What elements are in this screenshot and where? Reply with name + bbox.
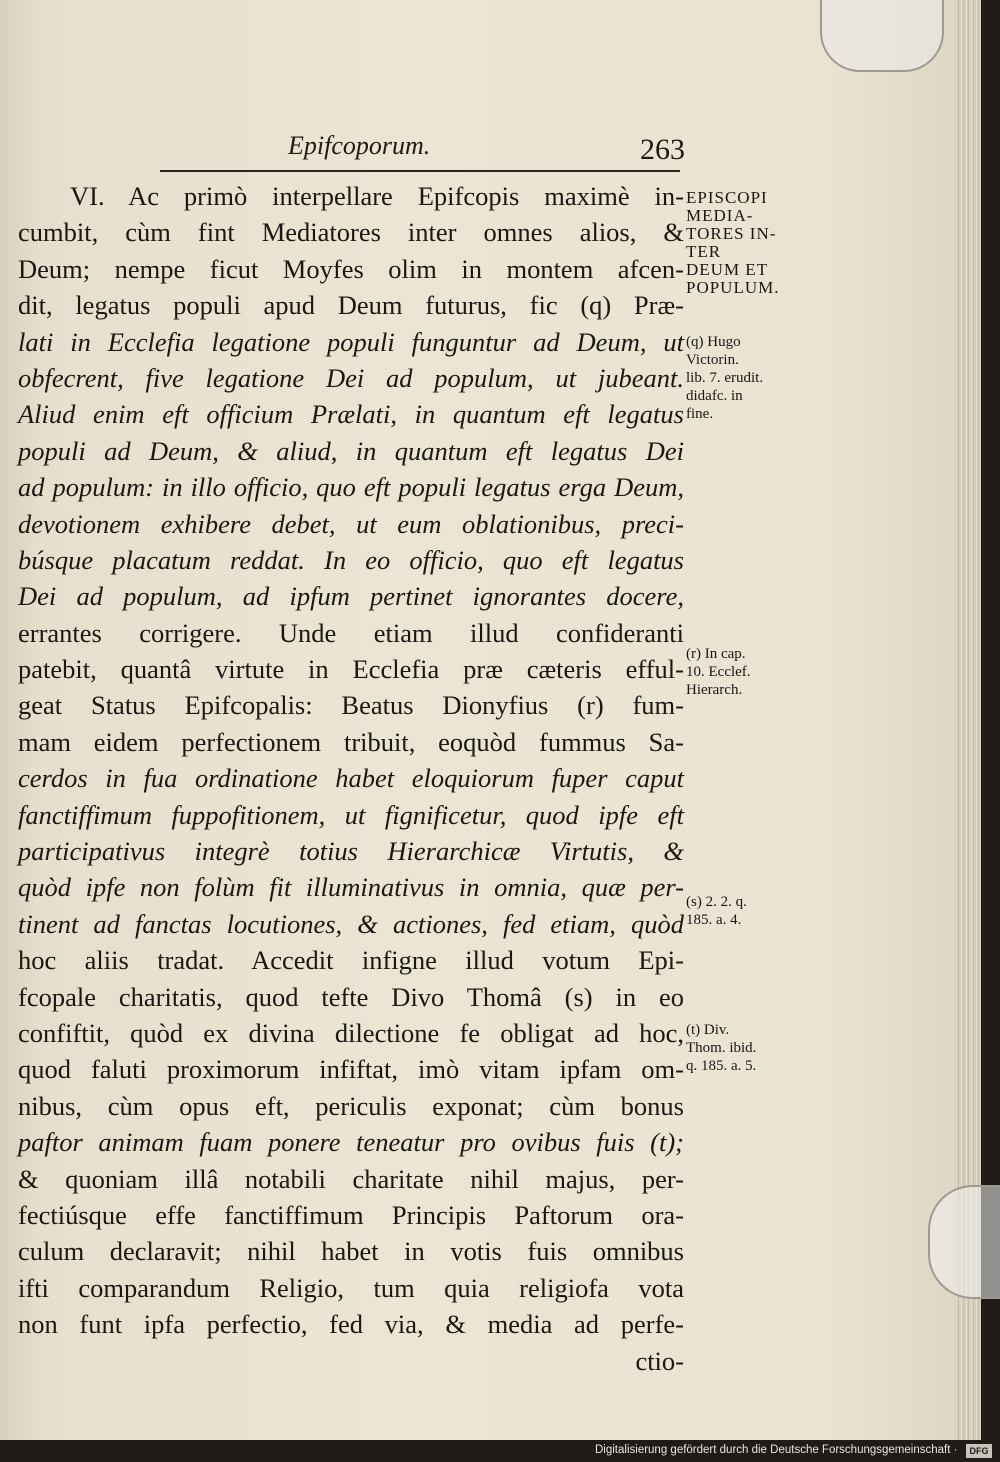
margin-note-t (686, 1021, 756, 1075)
text-line: lati in Ecclefia legatione populi funguntur ad Deum, ut (18, 326, 684, 357)
text-line: fanctiffimum fuppofitionem, ut fignificetur, quod ipfe eft (18, 799, 684, 830)
margin-note-line: (r) In cap. (686, 646, 746, 662)
margin-note-line: 185. a. 4. (686, 912, 742, 928)
top-clip (820, 0, 944, 72)
body-text (18, 178, 684, 1379)
margin-note-line: (s) 2. 2. q. (686, 894, 747, 910)
margin-note-line: lib. 7. erudit. (686, 370, 764, 386)
text-line: cerdos in fua ordinatione habet eloquiorum fuper caput (18, 763, 684, 794)
margin-heading-line: POPULUM. (686, 278, 780, 297)
margin-heading-line: TORES IN- (686, 224, 777, 243)
margin-note-line: didafc. in (686, 388, 743, 404)
right-clip (928, 1185, 1000, 1299)
text-line: hoc aliis tradat. Accedit infigne illud votum Epi- (18, 945, 684, 976)
digitization-credit: Digitalisierung gefördert durch die Deutsche Forschungsgemeinschaft · (595, 1444, 958, 1456)
margin-heading-line: DEUM ET (686, 260, 769, 279)
text-line: devotionem exhibere debet, ut eum oblationibus, preci- (18, 508, 684, 539)
margin-note-line: (t) Div. (686, 1022, 730, 1038)
text-line: Dei ad populum, ad ipfum pertinet ignorantes docere, (18, 581, 684, 612)
text-line: confiftit, quòd ex divina dilectione fe obligat ad hoc, (18, 1017, 684, 1048)
margin-note-line: Thom. ibid. (686, 1040, 757, 1056)
text-line: Deum; nempe ficut Moyfes olim in montem afcen- (18, 253, 684, 284)
text-line: ifti comparandum Religio, tum quia religiofa vota (18, 1272, 684, 1303)
text-line: fectiúsque effe fanctiffimum Principis Paftorum ora- (18, 1199, 684, 1230)
dfg-logo: DFG (966, 1444, 992, 1458)
text-line: populi ad Deum, & aliud, in quantum eft legatus Dei (18, 435, 684, 466)
text-line: geat Status Epifcopalis: Beatus Dionyfius (r) fum- (18, 690, 684, 721)
margin-note-line: (q) Hugo (686, 334, 741, 350)
margin-heading-line: MEDIA- (686, 206, 754, 225)
text-line: participativus integrè totius Hierarchicæ Virtutis, & (18, 836, 684, 867)
margin-heading (686, 189, 780, 297)
text-line: nibus, cùm opus eft, periculis exponat; cùm bonus (18, 1090, 684, 1121)
text-line: paftor animam fuam ponere teneatur pro ovibus fuis (t); (18, 1127, 684, 1158)
text-line: fcopale charitatis, quod tefte Divo Thomâ (s) in eo (18, 981, 684, 1012)
margin-note-line: Victorin. (686, 352, 739, 368)
text-line: VI. Ac primò interpellare Epifcopis maximè in- (70, 181, 684, 211)
margin-heading-line: TER (686, 242, 722, 261)
margin-note-line: q. 185. a. 5. (686, 1058, 757, 1074)
margin-note-line: 10. Ecclef. (686, 664, 751, 680)
margin-note-line: fine. (686, 406, 714, 422)
margin-note-q (686, 333, 763, 423)
text-line: Aliud enim eft officium Prælati, in quantum eft legatus (18, 399, 684, 430)
text-line: non funt ipfa perfectio, fed via, & media ad perfe- (18, 1309, 684, 1340)
text-line: quod faluti proximorum infiftat, imò vitam ipfam om- (18, 1054, 684, 1085)
text-line: tinent ad fanctas locutiones, & actiones, fed etiam, quòd (18, 908, 684, 939)
page-number: 263 (640, 133, 685, 166)
text-line: búsque placatum reddat. In eo officio, quo eft legatus (18, 544, 684, 575)
running-title: Epifcoporum. (288, 131, 431, 160)
text-line: patebit, quantâ virtute in Ecclefia præ cæteris efful- (18, 654, 684, 685)
text-line: mam eidem perfectionem tribuit, eoquòd fummus Sa- (18, 726, 684, 757)
margin-note-line: Hierarch. (686, 682, 743, 698)
margin-note-r (686, 645, 751, 699)
margin-heading-line: EPISCOPI (686, 188, 768, 207)
text-line: culum declaravit; nihil habet in votis fuis omnibus (18, 1236, 684, 1267)
text-line: & quoniam illâ notabili charitate nihil majus, per- (18, 1163, 684, 1194)
header-rule (160, 170, 680, 172)
text-line: obfecrent, five legatione Dei ad populum, ut jubeant. (18, 362, 684, 393)
catchword: ctio- (635, 1345, 684, 1376)
text-line: quòd ipfe non folùm fit illuminativus in omnia, quæ per- (18, 872, 684, 903)
text-line: ad populum: in illo officio, quo eft populi legatus erga Deum, (18, 472, 684, 503)
text-line: dit, legatus populi apud Deum futurus, fic (q) Præ- (18, 290, 684, 321)
text-line: cumbit, cùm fint Mediatores inter omnes alios, & (18, 217, 684, 248)
margin-note-s (686, 893, 747, 929)
text-line: errantes corrigere. Unde etiam illud confideranti (18, 617, 684, 648)
